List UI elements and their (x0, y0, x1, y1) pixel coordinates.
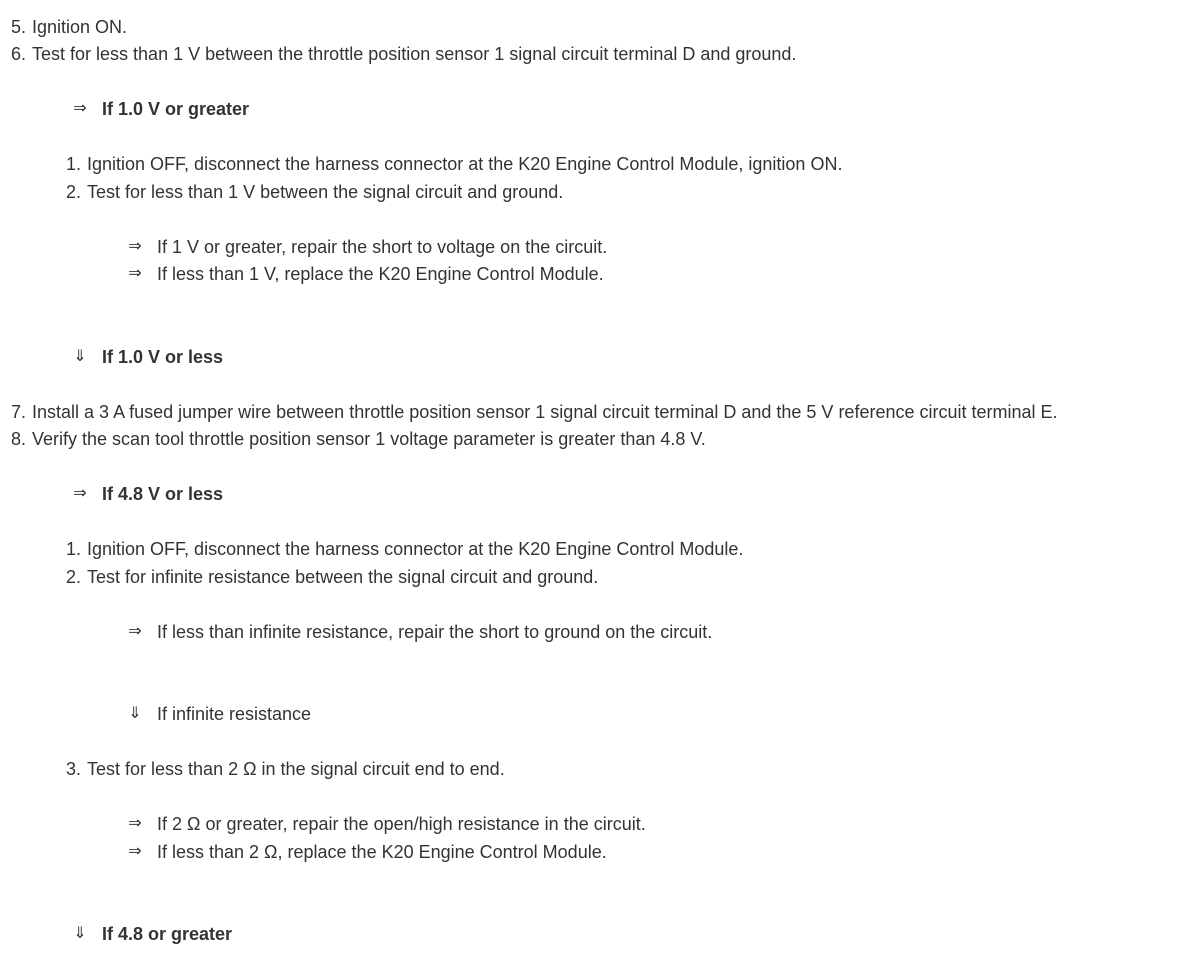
down-arrow-icon: ⇓ (128, 705, 142, 722)
right-arrow-icon: ⇒ (128, 815, 142, 832)
result-line (0, 620, 1188, 644)
step-number: 7. (10, 402, 26, 422)
substep-3 (61, 757, 505, 781)
substep-text: Test for less than 2 Ω in the signal circuit end to end. (87, 759, 505, 779)
branch-heading (0, 97, 1188, 121)
right-arrow-icon: ⇒ (128, 843, 142, 860)
substep-1 (61, 537, 743, 561)
substep-text: Ignition OFF, disconnect the harness connector at the K20 Engine Control Module. (87, 539, 744, 559)
right-arrow-icon: ⇒ (73, 100, 87, 117)
branch-heading (0, 345, 1188, 369)
branch-heading (0, 482, 1188, 506)
step-text: Test for less than 1 V between the throttle position sensor 1 signal circuit terminal D and ground. (32, 44, 797, 64)
result-line (0, 235, 1188, 259)
result-text: If less than infinite resistance, repair the short to ground on the circuit. (157, 622, 713, 642)
result-line (0, 702, 1188, 726)
substep-text: Ignition OFF, disconnect the harness connector at the K20 Engine Control Module, ignition ON. (87, 154, 843, 174)
result-text: If less than 2 Ω, replace the K20 Engine Control Module. (157, 842, 607, 862)
substep-number: 2. (65, 567, 81, 587)
step-text: Verify the scan tool throttle position sensor 1 voltage parameter is greater than 4.8 V. (32, 429, 706, 449)
step-text: Install a 3 A fused jumper wire between throttle position sensor 1 signal circuit terminal D and the 5 V reference circuit terminal E. (32, 402, 1058, 422)
substep-number: 2. (65, 182, 81, 202)
step-5 (6, 15, 127, 39)
step-8 (6, 427, 706, 451)
branch-heading (0, 922, 1188, 946)
branch-label: If 1.0 V or less (102, 347, 224, 367)
step-text: Ignition ON. (32, 17, 128, 37)
result-text: If 1 V or greater, repair the short to voltage on the circuit. (157, 237, 608, 257)
substep-number: 1. (65, 154, 81, 174)
substep-text: Test for less than 1 V between the signal circuit and ground. (87, 182, 564, 202)
down-arrow-icon: ⇓ (73, 925, 87, 942)
right-arrow-icon: ⇒ (128, 623, 142, 640)
step-number: 6. (10, 44, 26, 64)
substep-number: 3. (65, 759, 81, 779)
branch-label: If 1.0 V or greater (102, 99, 250, 119)
substep-text: Test for infinite resistance between the signal circuit and ground. (87, 567, 599, 587)
right-arrow-icon: ⇒ (128, 238, 142, 255)
branch-label: If 4.8 or greater (102, 924, 233, 944)
down-arrow-icon: ⇓ (73, 348, 87, 365)
right-arrow-icon: ⇒ (73, 485, 87, 502)
step-6 (6, 42, 796, 66)
substep-2 (61, 180, 563, 204)
step-7 (6, 400, 1058, 424)
result-line (0, 840, 1188, 864)
substep-number: 1. (65, 539, 81, 559)
result-text: If infinite resistance (157, 704, 312, 724)
result-line (0, 812, 1188, 836)
step-number: 5. (10, 17, 26, 37)
branch-label: If 4.8 V or less (102, 484, 224, 504)
result-text: If less than 1 V, replace the K20 Engine Control Module. (157, 264, 604, 284)
substep-1 (61, 152, 842, 176)
right-arrow-icon: ⇒ (128, 265, 142, 282)
result-line (0, 262, 1188, 286)
result-text: If 2 Ω or greater, repair the open/high resistance in the circuit. (157, 814, 646, 834)
substep-2 (61, 565, 598, 589)
step-number: 8. (10, 429, 26, 449)
